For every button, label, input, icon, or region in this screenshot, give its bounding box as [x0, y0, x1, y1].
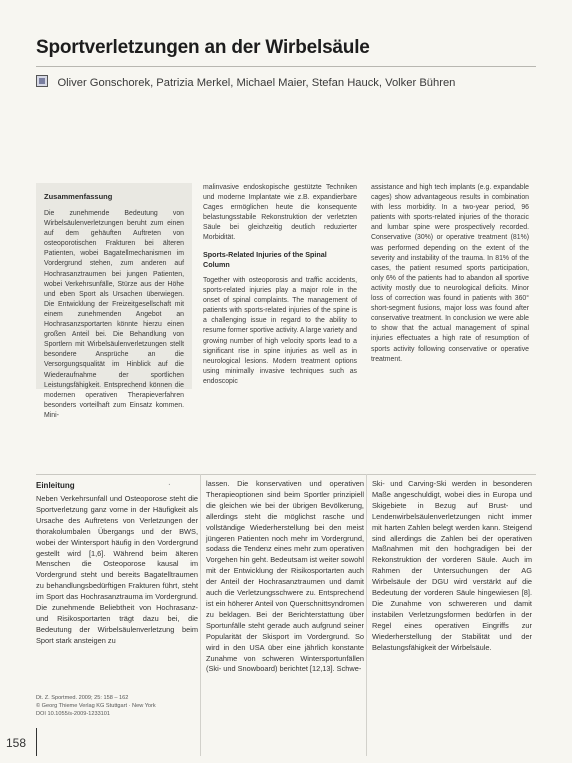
section-rule	[36, 474, 536, 475]
body-text-column-2: lassen. Die konservativen und operativen Therapieoptionen sind beim Sportler prinzipiell die gleichen wie bei der übrigen Bevölkerung, allerdings steht die möglichst rasche und vollständige Wiederherstellung bei den meist jüngeren Patienten noch mehr im Vordergrund, sodass die Tendenz eines mehr zum operativen Vorgehen hin geht. Bedeutsam ist weiter sowohl mit der Entwicklung der Risikosportarten auch der Anteil der Hochrasanztraumen und damit auch die Verletzungsschwere zu. Entsprechend ist ein höherer Anteil von Querschnittsyndromen zu beklagen. Bei der Berichterstattung über Sportunfälle steht gerade auch aufgrund seiner Popularität der Skisport im Vordergrund. So wird in den USA über eine jährlich konstante Zunahme von schweren Wintersportunfällen (Ski- und Snowboard) berichtet [12,13]. Schwe-	[206, 479, 364, 674]
author-line	[36, 73, 455, 91]
article-title: Sportverletzungen an der Wirbelsäule	[36, 37, 370, 58]
citation-footnote	[36, 694, 198, 719]
citation-line: Dt. Z. Sportmed. 2009; 25: 158 – 162	[36, 695, 129, 701]
publisher-line: © Georg Thieme Verlag KG Stuttgart · New York	[36, 703, 156, 710]
page-marker	[36, 728, 37, 756]
abstract-text-english-continued: assistance and high tech implants (e.g. expandable cages) show advantageous results in combination with less morbidity. In a two-year period, 96 patients with sports-related injuries of the thoracic and lumbar spine were prospectively recorded. Conservative (30%) or operative treatment (81%) was performed depending on the extent of the severity and instability of the trauma. In 81% of the cases, the patient resumed sports participation, only 6% of the patients had to abandon all sportive activity mostly due to neurological deficits. Minor loss of correction was found in patients with 360° short-segment fusions, major loss was found after conservative treatment. In conclusion we were able to show that the actual management of spinal injuries effectuates a high rate of resumption of sports activity following conservative or operative treatment.	[371, 184, 529, 363]
abstract-text-english: Together with osteoporosis and traffic accidents, sports-related injuries play a major role in the onset of spinal complaints. The management of patients with sports-related injuries of the spine is a challenging issue in regard to the ability to resume former sportive activity. A large variety and growing number of high velocity sports lead to a significant rise in spine injuries as well as in neurological lesions. Modern treatment options using minimally invasive techniques such as endoscopic	[203, 277, 357, 385]
column-divider	[200, 474, 201, 756]
doi-line: DOI 10.1055/s-2009-1233101	[36, 711, 111, 718]
page-number: 158	[6, 736, 27, 750]
section-heading-einleitung: Einleitung	[36, 481, 75, 490]
abstract-text-german: Die zunehmende Bedeutung von Wirbelsäulenverletzungen beruht zum einen auf dem gehäuften Auftreten von osteoporotischen Frakturen bei älteren Patienten, wobei Bagatellmechanismen im Vordergrund stehen, zum anderen auf Hochrasanztraumen bei jungen Patienten, wobei Verkehrsunfälle, Stürze aus der Höhe und eben Sport als Ursachen überwiegen. Die Entwicklung der Freizeitgesellschaft mit einem zunehmenden Angebot an Hochrasanzsportarten könnte hierzu einen großen Anteil bei. Die Behandlung von Sportlern mit Wirbelsäulenverletzungen stellt besondere Ansprüche an die Versorgungsqualität im Hinblick auf die Wiederaufnahme der sportlichen Leistungsfähigkeit. Entsprechend können die modernen operativen Therapieverfahren besonders vorteilhaft zum Einsatz kommen. Mini-	[44, 210, 184, 419]
title-rule	[36, 66, 536, 67]
english-abstract-heading: Sports-Related Injuries of the Spinal Column	[203, 250, 327, 269]
body-text-column-1: Neben Verkehrsunfall und Osteoporose steht die Sportverletzung ganz vorne in der Häufigkeit als Ursache des Auftretens von Verletzungen der thorakolumbalen Übergangs und der BWS, wobei der Wintersport häufig in den Vordergrund gestellt wird [1,6]. Während beim älteren Menschen die Osteoporose kausal im Vordergrund steht und bereits Bagatelltraumen zu behandlungsbedürftigen Frakturen führt, steht im Sport das Hochrasanztrauma im Vordergrund. Die zunehmende Beliebtheit von Hochrasanz- und Risikosportarten trägt dazu bei, die Bedeutung der Wirbelsäulenverletzung beim Sport stark ansteigen zu	[36, 494, 198, 645]
abstract-heading: Zusammenfassung	[44, 192, 113, 201]
column-divider	[366, 474, 367, 756]
mark-glyph: .	[168, 477, 171, 488]
author-marker-icon	[36, 75, 48, 87]
abstract-text-german-continued: malinvasive endoskopische gestützte Techniken und moderne Implantate wie z.B. expandierbare Cages ermöglichen heute die konsequente belastungsstabile Rekonstruktion der verletzten Säule bei gleichzeitig deutlich reduzierter Morbidität.	[203, 184, 357, 242]
body-text-column-3: Ski- und Carving-Ski werden in besonderen Maße angeschuldigt, wobei dies in Europa und Skigebiete in Bezug auf Brust- und Lendenwirbelsäulenverletzungen nicht immer mit harten Zahlen belegt werden kann. Steigend sind allerdings die Zahlen bei der operativen Maßnahmen mit den hochgradigen bei der Rekonstruktion der vorderen Säule. Auch im Rahmen der Untersuchungen der AG Wirbelsäule der DGU wird verstärkt auf die Bedeutung der vorderen Säule hingewiesen [8]. Die Zunahme von schwereren und damit instabilen Verletzungsformen bedürfen in der Regel eines operativen Eingriffs zur Wiederherstellung der Stabilität und der Belastungsfähigkeit der Wirbelsäule.	[372, 479, 532, 652]
author-list: Oliver Gonschorek, Patrizia Merkel, Michael Maier, Stefan Hauck, Volker Bühren	[57, 77, 456, 89]
